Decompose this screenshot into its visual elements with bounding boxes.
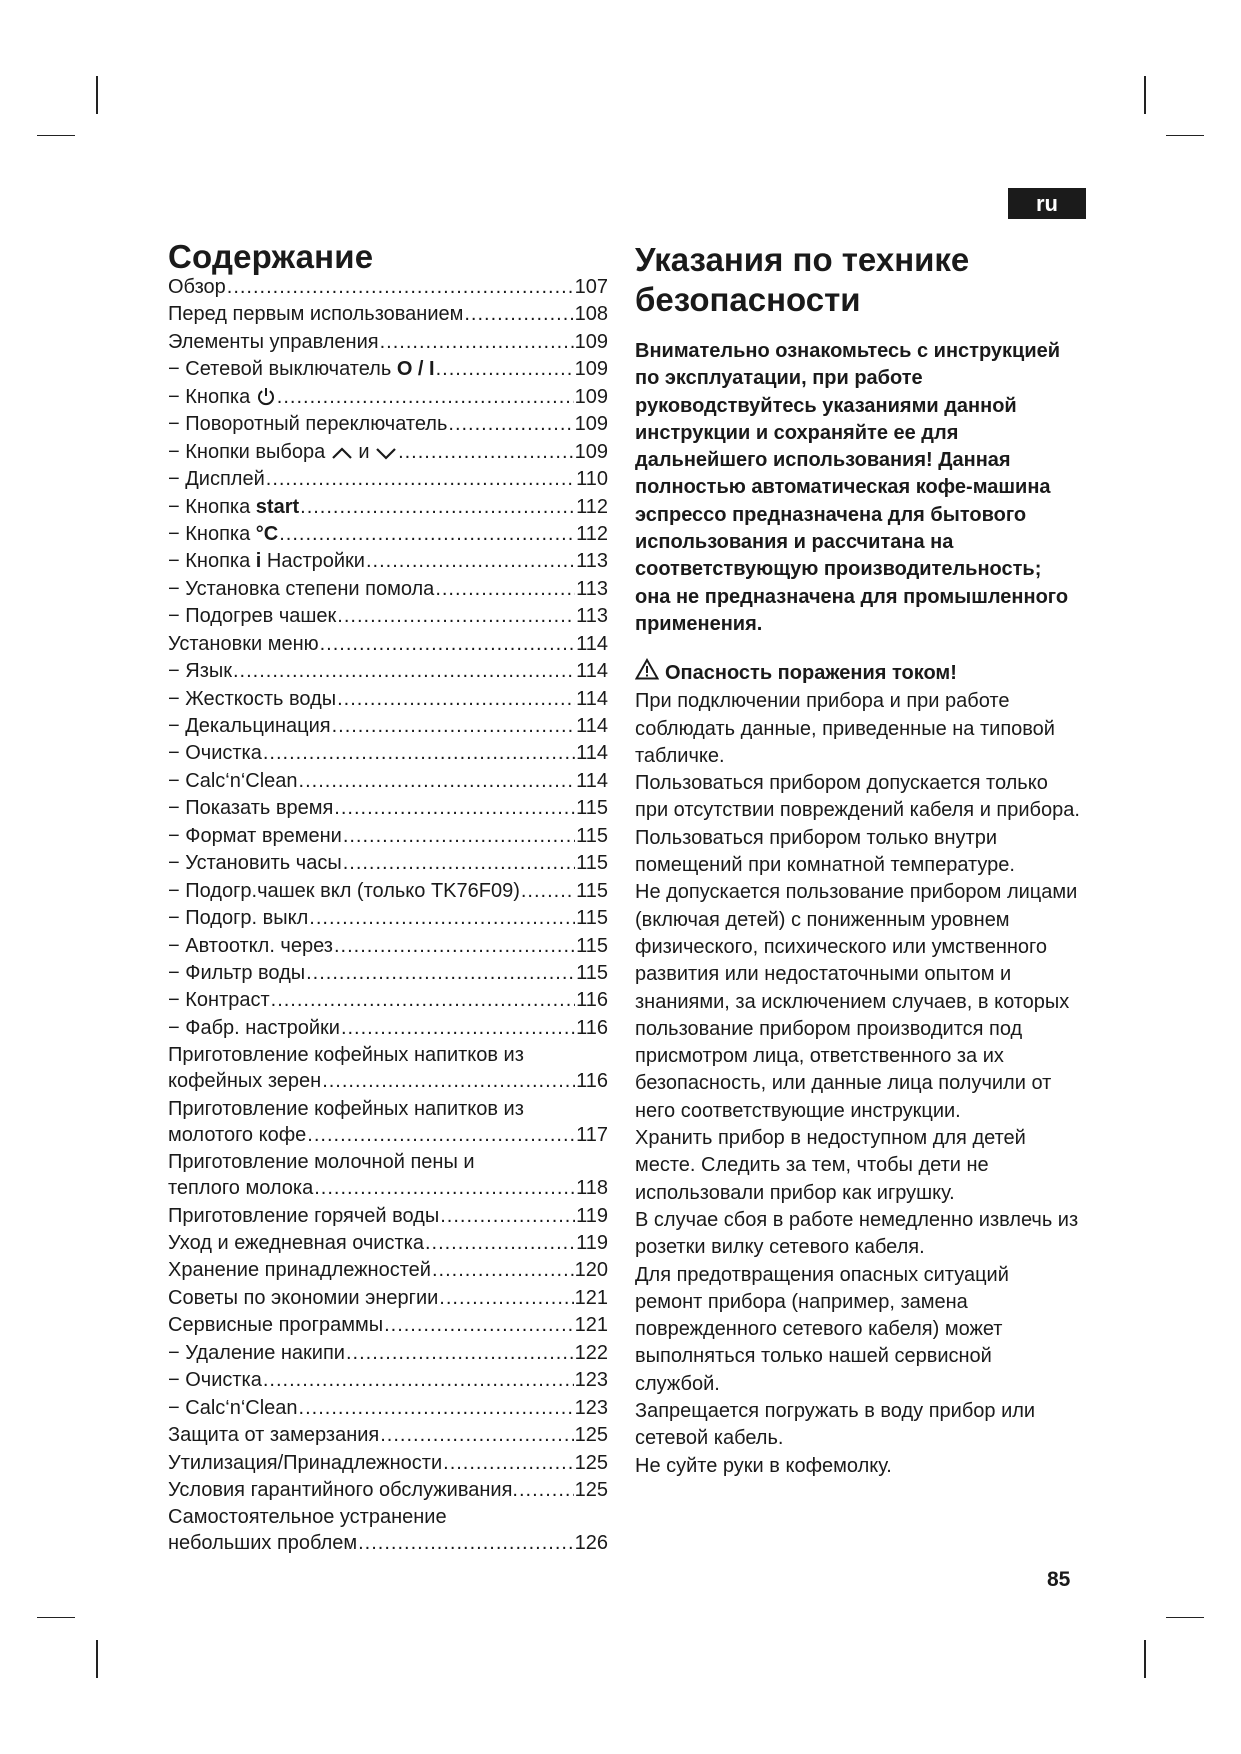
- toc-entry: [168, 439, 608, 466]
- toc-entry: [168, 1042, 608, 1068]
- toc-entry: [168, 686, 608, 713]
- power-icon: [256, 386, 276, 414]
- toc-entry-title: [168, 576, 434, 603]
- toc-entry-title: [168, 1285, 438, 1312]
- toc-entry-text: Контраст: [185, 989, 270, 1012]
- toc-entry: [168, 1312, 608, 1339]
- table-of-contents: [168, 240, 608, 1558]
- toc-entry-text: Язык: [185, 660, 232, 683]
- toc-page-number: 125: [574, 1478, 608, 1501]
- leader-dots: [277, 384, 574, 411]
- toc-entry-text: Кнопка: [185, 522, 256, 545]
- toc-entry-symbol: start: [255, 495, 300, 518]
- toc-entry-symbol: °C: [255, 522, 279, 545]
- toc-entry-continued: [168, 1068, 608, 1095]
- toc-entry-text: Показать время: [185, 797, 334, 820]
- toc-entry-title: [168, 411, 447, 438]
- toc-entry: [168, 1450, 608, 1477]
- toc-entry: [168, 548, 608, 575]
- leader-dots: [227, 274, 574, 301]
- toc-entry-title: [168, 1068, 321, 1095]
- safety-paragraph: Не допускается пользование прибором лицами (включая детей) с пониженным уровнем физического, психического или умственного развития или недостаточными опытом и знаниями, за исключением случаев, в которых пользование прибором производится под присмотром лица, ответственного за их безопасность, или данные лица получили от него соответствующие инструкции.: [635, 881, 1078, 1122]
- toc-page-number: 110: [576, 468, 608, 491]
- safety-paragraph: При подключении прибора и при работе соблюдать данные, приведенные на типовой табличке.: [635, 690, 1055, 767]
- leader-dots: [337, 686, 575, 713]
- toc-entry: [168, 905, 608, 932]
- toc-page-number: 116: [576, 1016, 608, 1039]
- leader-dots: [320, 631, 575, 658]
- toc-entry-text: небольших проблем: [168, 1532, 358, 1555]
- leader-dots: [435, 576, 575, 603]
- toc-entry: [168, 850, 608, 877]
- toc-entry-title: Приготовление кофейных напитков из: [168, 1097, 524, 1120]
- toc-entry-title: [168, 686, 336, 713]
- crop-mark: [1144, 76, 1146, 114]
- toc-entry-text: Кнопки выбора: [185, 440, 331, 463]
- toc-entry-text: Советы по экономии энергии: [168, 1286, 439, 1309]
- warning-triangle-icon: [635, 658, 659, 688]
- toc-entry-text: Установить часы: [185, 852, 342, 875]
- toc-entry: [168, 301, 608, 328]
- toc-page-number: 114: [576, 769, 608, 792]
- leader-dots: [271, 987, 575, 1014]
- toc-entry-title: [168, 1230, 424, 1257]
- toc-entry: [168, 1096, 608, 1122]
- toc-entry-title: [168, 850, 342, 877]
- toc-page-number: 115: [576, 961, 608, 984]
- safety-paragraph: В случае сбоя в работе немедленно извлечь из розетки вилку сетевого кабеля.: [635, 1208, 1079, 1259]
- toc-entry-title: [168, 933, 333, 960]
- toc-entry-text: и: [352, 440, 376, 463]
- toc-page-number: 113: [576, 550, 608, 573]
- toc-entry-title: [168, 384, 276, 414]
- toc-entry-text: Кнопка: [185, 495, 256, 518]
- toc-page-number: 126: [574, 1532, 608, 1555]
- leader-dots: [341, 1015, 575, 1042]
- chevron-down-icon: [375, 442, 397, 469]
- leader-dots: [384, 1312, 574, 1339]
- toc-entry-text: Удаление накипи: [185, 1341, 345, 1364]
- leader-dots: [380, 329, 574, 356]
- toc-entry-text: Подогрев чашек: [185, 605, 337, 628]
- leader-dots: [266, 466, 575, 493]
- toc-page-number: 125: [574, 1451, 608, 1474]
- toc-entry-text: Кнопка: [185, 550, 256, 573]
- leader-dots: [314, 1175, 575, 1202]
- toc-entry-title: [168, 713, 331, 740]
- toc-page-number: 113: [576, 577, 608, 600]
- toc-entry: [168, 1340, 608, 1367]
- toc-list: [168, 274, 608, 1558]
- toc-page-number: 119: [576, 1204, 608, 1227]
- toc-entry-title: [168, 631, 319, 658]
- toc-entry-title: [168, 768, 298, 795]
- toc-entry: [168, 713, 608, 740]
- toc-entry: [168, 960, 608, 987]
- toc-entry-title: [168, 329, 379, 356]
- toc-entry: [168, 1285, 608, 1312]
- toc-entry-text: Установка степени помола: [185, 577, 435, 600]
- toc-entry: [168, 631, 608, 658]
- leader-dots: [334, 795, 575, 822]
- leader-dots: [233, 658, 575, 685]
- toc-page-number: 120: [574, 1259, 608, 1282]
- toc-entry-text: Дисплей: [185, 468, 265, 491]
- toc-entry-title: [168, 1340, 345, 1367]
- leader-dots: [440, 1203, 575, 1230]
- toc-page-number: 123: [574, 1396, 608, 1419]
- toc-entry: [168, 768, 608, 795]
- toc-entry-text: теплого молока: [168, 1177, 314, 1200]
- leader-dots: [443, 1450, 573, 1477]
- toc-entry-continued: [168, 1530, 608, 1557]
- toc-entry: [168, 987, 608, 1014]
- safety-title: [635, 240, 1080, 320]
- leader-dots: [332, 713, 576, 740]
- toc-entry-title: [168, 1450, 442, 1477]
- toc-entry-title: [168, 521, 278, 548]
- toc-entry-text: кофейных зерен: [168, 1070, 322, 1093]
- crop-mark: [1166, 1617, 1204, 1618]
- toc-entry-text: Подогр. выкл: [185, 907, 309, 930]
- toc-page-number: 114: [576, 687, 608, 710]
- toc-entry-title: [168, 1122, 306, 1149]
- toc-entry-title: [168, 823, 342, 850]
- toc-entry-title: [168, 987, 270, 1014]
- toc-page-number: 115: [576, 852, 608, 875]
- toc-entry-title: [168, 439, 397, 469]
- toc-entry-title: [168, 795, 333, 822]
- toc-entry-text: Приготовление горячей воды: [168, 1204, 440, 1227]
- safety-paragraph: Не суйте руки в кофемолку.: [635, 1454, 892, 1477]
- toc-entry: [168, 658, 608, 685]
- toc-page-number: 112: [576, 495, 608, 518]
- toc-entry-title: [168, 740, 262, 767]
- toc-entry-text: молотого кофе: [168, 1123, 307, 1146]
- toc-page-number: 114: [576, 742, 608, 765]
- toc-entry-text: Кнопка: [185, 385, 256, 408]
- leader-dots: [436, 356, 574, 383]
- toc-entry: [168, 1395, 608, 1422]
- leader-dots: [346, 1340, 574, 1367]
- toc-entry-text: Сетевой выключатель: [185, 358, 397, 381]
- leader-dots: [299, 768, 576, 795]
- toc-entry: [168, 329, 608, 356]
- toc-entry: [168, 795, 608, 822]
- toc-entry-text: Условия гарантийного обслуживания.: [168, 1478, 518, 1501]
- toc-entry-title: [168, 1312, 383, 1339]
- leader-dots: [334, 933, 575, 960]
- toc-page-number: 116: [576, 989, 608, 1012]
- toc-page-number: 117: [576, 1123, 608, 1146]
- toc-entry-continued: [168, 1175, 608, 1202]
- toc-page-number: 121: [574, 1314, 608, 1337]
- toc-entry: [168, 576, 608, 603]
- crop-mark: [96, 1640, 98, 1678]
- toc-page-number: 122: [574, 1341, 608, 1364]
- leader-dots: [343, 823, 575, 850]
- toc-entry-title: [168, 960, 305, 987]
- toc-entry: [168, 521, 608, 548]
- toc-entry-title: [168, 494, 299, 521]
- toc-entry-text: Утилизация/Принадлежности: [168, 1451, 443, 1474]
- leader-dots: [263, 740, 575, 767]
- toc-entry-title: [168, 274, 226, 301]
- safety-paragraph: Пользоваться прибором допускается только при отсутствии повреждений кабеля и прибора.: [635, 772, 1080, 822]
- toc-page-number: 114: [576, 660, 608, 683]
- toc-entry-title: [168, 1015, 340, 1042]
- toc-entry-text: Формат времени: [185, 824, 342, 847]
- toc-entry-text: Фабр. настройки: [185, 1016, 340, 1039]
- toc-entry-text: Установки меню: [168, 632, 319, 655]
- toc-page-number: 116: [576, 1070, 608, 1093]
- safety-paragraph: Для предотвращения опасных ситуаций ремонт прибора (например, замена поврежденного сетевого кабеля) может выполняться только нашей сервисной службой.: [635, 1263, 1009, 1395]
- toc-entry: [168, 603, 608, 630]
- toc-page-number: 109: [574, 330, 608, 353]
- leader-dots: [306, 960, 575, 987]
- toc-entry-title: [168, 1203, 439, 1230]
- toc-entry-symbol: O / I: [396, 358, 435, 381]
- leader-dots: [322, 1068, 575, 1095]
- electric-shock-warning-text: Опасность поражения током!: [665, 661, 957, 684]
- toc-page-number: 115: [576, 907, 608, 930]
- toc-entry-title: [168, 603, 336, 630]
- crop-mark: [37, 1617, 75, 1618]
- leader-dots: [439, 1285, 573, 1312]
- leader-dots: [464, 301, 573, 328]
- language-badge: ru: [1008, 188, 1086, 219]
- toc-entry-text: Обзор: [168, 276, 226, 298]
- toc-entry: [168, 1257, 608, 1284]
- toc-page-number: 108: [574, 303, 608, 326]
- toc-entry-text: Декальцинация: [185, 715, 331, 737]
- chevron-up-icon: [331, 442, 353, 469]
- safety-paragraph: Запрещается погружать в воду прибор или сетевой кабель.: [635, 1399, 1036, 1450]
- toc-page-number: 112: [576, 522, 608, 545]
- toc-entry-text: Очистка: [185, 1369, 262, 1392]
- toc-entry-title: [168, 301, 463, 328]
- toc-entry-text: Поворотный переключатель: [185, 413, 448, 436]
- leader-dots: [307, 1122, 575, 1149]
- page-number: 85: [1047, 1568, 1071, 1591]
- toc-entry: [168, 1367, 608, 1394]
- toc-page-number: 123: [574, 1369, 608, 1392]
- toc-entry: [168, 494, 608, 521]
- toc-entry: [168, 1422, 608, 1449]
- toc-page-number: 121: [574, 1286, 608, 1309]
- crop-mark: [1166, 135, 1204, 136]
- leader-dots: [380, 1422, 573, 1449]
- toc-entry: [168, 1015, 608, 1042]
- toc-entry: [168, 356, 608, 383]
- crop-mark: [1144, 1640, 1146, 1678]
- toc-entry: [168, 740, 608, 767]
- toc-entry: [168, 411, 608, 438]
- toc-page-number: 107: [574, 276, 608, 298]
- toc-entry: [168, 1477, 608, 1504]
- safety-paragraph: Хранить прибор в недоступном для детей месте. Следить за тем, чтобы дети не использовали прибор как игрушку.: [635, 1127, 1026, 1204]
- toc-entry-title: [168, 466, 265, 493]
- toc-entry-title: [168, 1367, 262, 1394]
- toc-entry-title: [168, 1257, 431, 1284]
- leader-dots: [448, 411, 573, 438]
- toc-entry-text: Очистка: [185, 742, 262, 765]
- safety-paragraph: Пользоваться прибором только внутри помещений при комнатной температуре.: [635, 826, 1015, 877]
- toc-entry-text: Хранение принадлежностей: [168, 1259, 431, 1282]
- toc-page-number: 109: [574, 440, 608, 463]
- toc-entry-title: [168, 1530, 357, 1557]
- crop-mark: [96, 76, 98, 114]
- toc-entry-title: [168, 356, 435, 383]
- toc-page-number: 115: [576, 824, 608, 847]
- toc-entry-text: Уход и ежедневная очистка: [168, 1232, 424, 1254]
- leader-dots: [358, 1530, 574, 1557]
- toc-entry-title: Самостоятельное устранение: [168, 1506, 447, 1529]
- leader-dots: [519, 1477, 574, 1504]
- toc-page-number: 115: [576, 934, 608, 957]
- toc-page-number: 109: [574, 385, 608, 408]
- toc-entry: [168, 1230, 608, 1257]
- leader-dots: [432, 1257, 574, 1284]
- toc-entry-text: Подогр.чашек вкл (только TK76F09): [185, 879, 520, 902]
- toc-entry-continued: [168, 1122, 608, 1149]
- toc-entry-title: [168, 1477, 518, 1504]
- safety-intro: Внимательно ознакомьтесь с инструкцией по эксплуатации, при работе руководствуйтесь указаниями данной инструкции и сохраняйте ее для дальнейшего использования! Данная полностью автоматическая кофе-машина эспрессо предназначена для бытового использования и рассчитана на соответствующую производительность; она не предназначена для промышленного применения.: [635, 340, 1069, 635]
- toc-entry: [168, 878, 608, 905]
- leader-dots: [425, 1230, 575, 1257]
- toc-entry-text: Настройки: [261, 550, 365, 573]
- toc-page-number: 114: [576, 715, 608, 737]
- toc-entry: [168, 1149, 608, 1175]
- toc-entry-symbol: i: [255, 550, 262, 573]
- toc-page-number: 114: [576, 632, 608, 655]
- safety-title-line2: безопасности: [635, 281, 861, 318]
- toc-entry-text: Calc‘n‘Clean: [185, 769, 298, 792]
- toc-entry-text: Защита от замерзания: [168, 1424, 380, 1447]
- leader-dots: [366, 548, 575, 575]
- toc-entry: [168, 466, 608, 493]
- toc-entry: [168, 823, 608, 850]
- toc-page-number: 125: [574, 1424, 608, 1447]
- toc-page-number: 109: [574, 358, 608, 381]
- crop-mark: [37, 135, 75, 136]
- toc-entry: [168, 933, 608, 960]
- toc-entry-text: Перед первым использованием: [168, 303, 464, 326]
- toc-entry-text: Автооткл. через: [185, 934, 333, 957]
- leader-dots: [337, 603, 575, 630]
- leader-dots: [521, 878, 575, 905]
- toc-entry-text: Элементы управления: [168, 330, 379, 353]
- toc-entry: [168, 274, 608, 301]
- toc-page-number: 118: [576, 1177, 608, 1200]
- toc-page-number: 115: [576, 879, 608, 902]
- safety-section: [635, 240, 1080, 1480]
- toc-entry-title: [168, 1422, 379, 1449]
- toc-page-number: 113: [576, 605, 608, 628]
- toc-entry-text: Сервисные программы: [168, 1314, 384, 1337]
- leader-dots: [279, 521, 575, 548]
- leader-dots: [300, 494, 575, 521]
- leader-dots: [263, 1367, 574, 1394]
- leader-dots: [398, 439, 574, 466]
- toc-entry: [168, 384, 608, 411]
- toc-entry: [168, 1203, 608, 1230]
- toc-entry-title: [168, 878, 520, 905]
- toc-entry-title: Приготовление кофейных напитков из: [168, 1044, 524, 1067]
- toc-page-number: 119: [576, 1232, 608, 1254]
- toc-entry-title: [168, 548, 365, 575]
- toc-entry-title: [168, 905, 308, 932]
- toc-entry-text: Жесткость воды: [185, 687, 337, 710]
- toc-entry-title: [168, 1395, 298, 1422]
- safety-body: [635, 688, 1080, 1480]
- toc-entry: [168, 1504, 608, 1530]
- toc-entry-text: Фильтр воды: [185, 961, 306, 984]
- toc-entry-title: [168, 658, 232, 685]
- toc-entry-title: [168, 1175, 313, 1202]
- electric-shock-warning-heading: [635, 658, 1080, 688]
- toc-entry-title: Приготовление молочной пены и: [168, 1151, 475, 1174]
- toc-title: Содержание: [168, 238, 374, 275]
- leader-dots: [343, 850, 575, 877]
- safety-title-line1: Указания по технике: [635, 241, 970, 278]
- leader-dots: [309, 905, 575, 932]
- toc-page-number: 109: [574, 413, 608, 436]
- toc-page-number: 115: [576, 797, 608, 820]
- toc-entry-text: Calc‘n‘Clean: [185, 1396, 298, 1419]
- leader-dots: [299, 1395, 574, 1422]
